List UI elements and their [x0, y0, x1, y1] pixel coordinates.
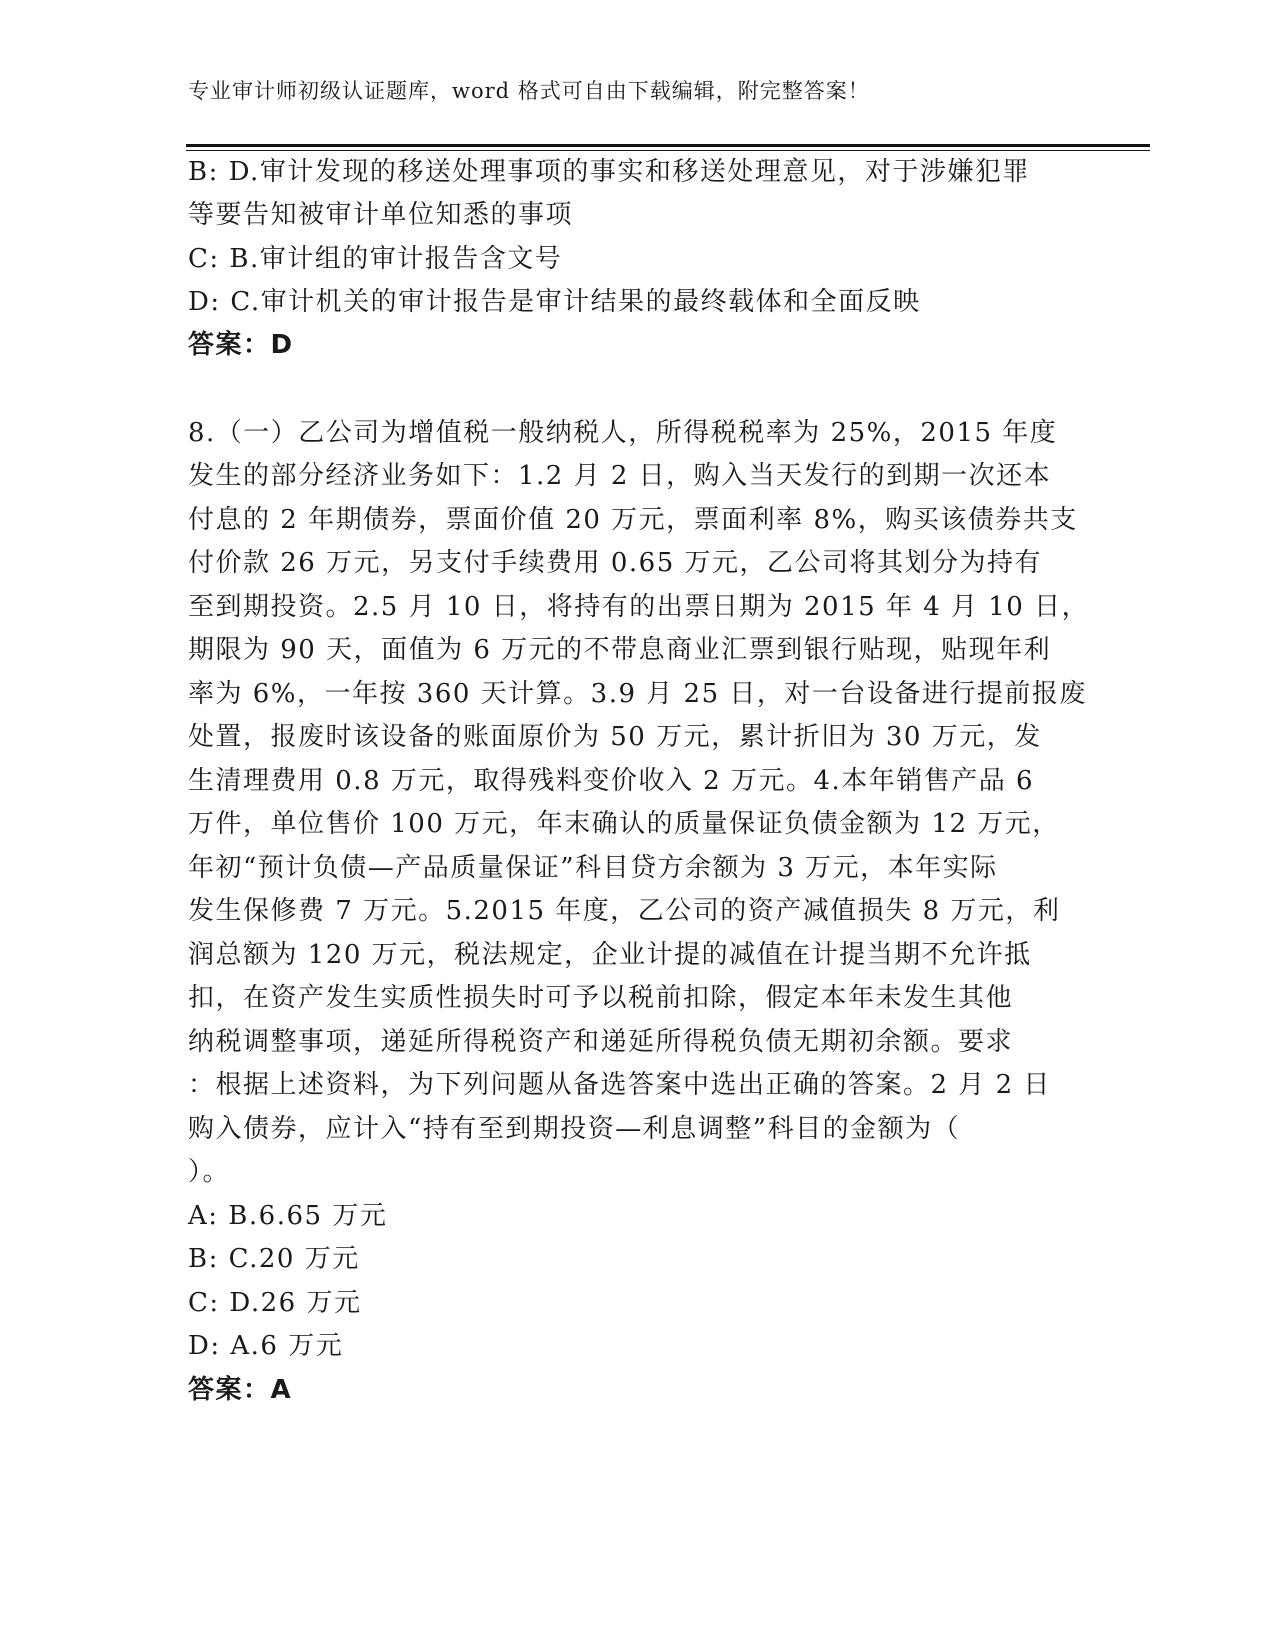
q8-text-line: 期限为 90 天，面值为 6 万元的不带息商业汇票到银行贴现，贴现年利 [188, 635, 1052, 665]
header-divider-thin [186, 150, 1150, 151]
q7-option-b-line2: 等要告知被审计单位知悉的事项 [188, 200, 574, 230]
q8-text-line: 付息的 2 年期债券，票面价值 20 万元，票面利率 8%，购买该债券共支 [188, 505, 1078, 535]
q8-text-line: 发生的部分经济业务如下：1.2 月 2 日，购入当天发行的到期一次还本 [188, 461, 1052, 491]
q8-text-line: 年初“预计负债—产品质量保证”科目贷方余额为 3 万元，本年实际 [188, 853, 998, 883]
q8-option-d: D: A.6 万元 [188, 1331, 344, 1361]
q8-option-c: C: D.26 万元 [188, 1288, 362, 1318]
q7-option-c: C: B.审计组的审计报告含文号 [188, 244, 563, 274]
q8-text-line: 万件，单位售价 100 万元，年末确认的质量保证负债金额为 12 万元， [188, 809, 1060, 839]
q8-option-b: B: C.20 万元 [188, 1244, 360, 1274]
q8-text-line: 8.（一）乙公司为增值税一般纳税人，所得税税率为 25%，2015 年度 [188, 418, 1058, 448]
q8-text-line: 率为 6%，一年按 360 天计算。3.9 月 25 日，对一台设备进行提前报废 [188, 679, 1087, 709]
q8-text-line: 纳税调整事项，递延所得税资产和递延所得税负债无期初余额。要求 [188, 1027, 1014, 1057]
q8-text-line: 扣，在资产发生实质性损失时可予以税前扣除，假定本年未发生其他 [188, 983, 1014, 1013]
q8-text-line: 生清理费用 0.8 万元，取得残料变价收入 2 万元。4.本年销售产品 6 [188, 766, 1035, 796]
q8-text-line: 付价款 26 万元，另支付手续费用 0.65 万元，乙公司将其划分为持有 [188, 548, 1043, 578]
q8-text-line: 购入债券，应计入“持有至到期投资—利息调整”科目的金额为（ [188, 1114, 961, 1144]
page-header: 专业审计师初级认证题库，word 格式可自由下载编辑，附完整答案！ [188, 79, 870, 103]
q8-option-a: A: B.6.65 万元 [188, 1201, 388, 1231]
q8-text-line: ）。 [188, 1157, 231, 1187]
q8-text-line: 处置，报废时该设备的账面原价为 50 万元，累计折旧为 30 万元，发 [188, 722, 1042, 752]
q7-option-b-line1: B: D.审计发现的移送处理事项的事实和移送处理意见，对于涉嫌犯罪 [188, 157, 1030, 187]
header-divider-thick [186, 144, 1150, 147]
q8-text-line: 发生保修费 7 万元。5.2015 年度，乙公司的资产减值损失 8 万元，利 [188, 896, 1061, 926]
q8-text-line: ：根据上述资料，为下列问题从备选答案中选出正确的答案。2 月 2 日 [188, 1070, 1051, 1100]
q8-answer: 答案：A [188, 1375, 293, 1405]
q8-text-line: 至到期投资。2.5 月 10 日，将持有的出票日期为 2015 年 4 月 10 日， [188, 592, 1090, 622]
q7-answer: 答案：D [188, 330, 294, 360]
q7-option-d: D: C.审计机关的审计报告是审计结果的最终载体和全面反映 [188, 287, 921, 317]
q8-text-line: 润总额为 120 万元，税法规定，企业计提的减值在计提当期不允许抵 [188, 940, 1032, 970]
